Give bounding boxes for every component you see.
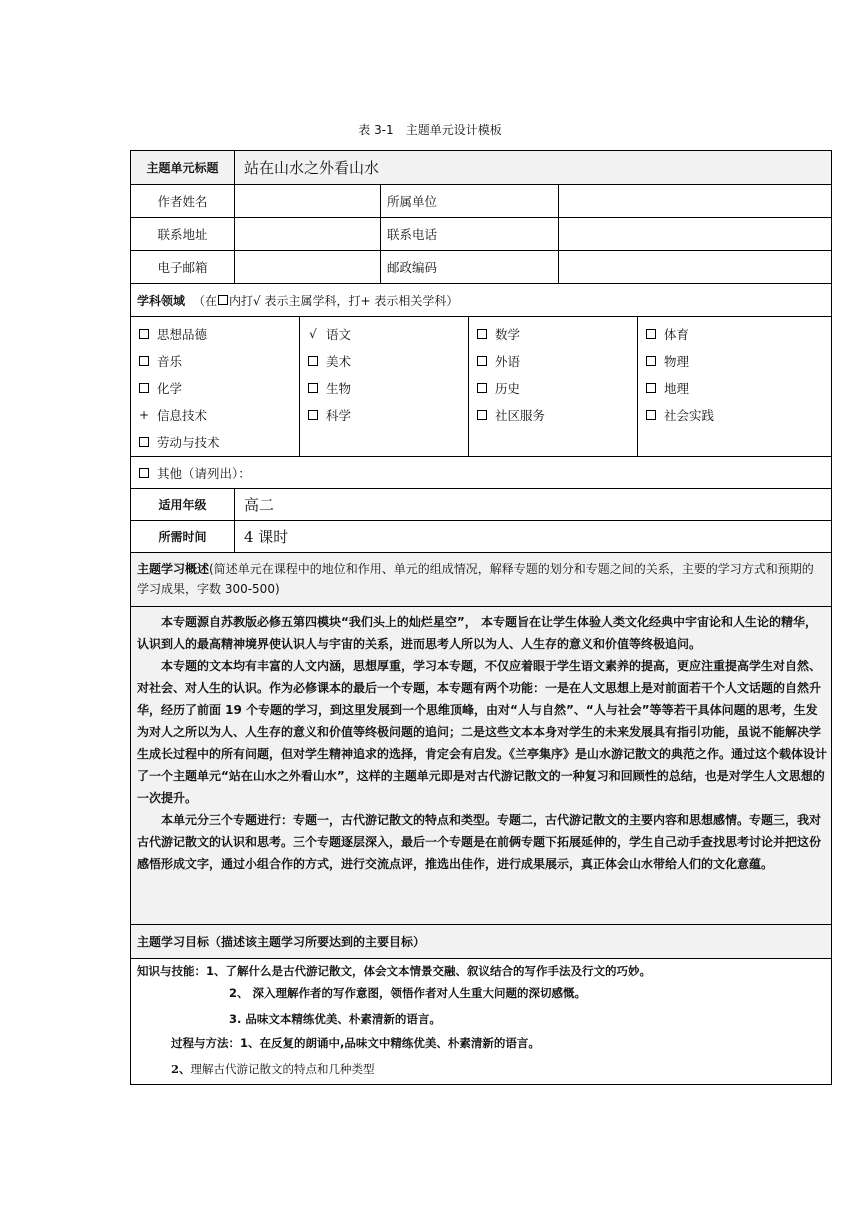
subject-item-label: 地理 [664,381,690,396]
subject-item[interactable] [308,406,351,424]
subject-item-label: 体育 [664,327,690,342]
objective-knowledge-2: 2、 深入理解作者的写作意图，领悟作者对人生重大问题的深切感慨。 [229,986,587,1000]
grade-value[interactable]: 高二 [244,496,275,514]
plus-icon[interactable]: + [139,408,150,422]
subject-item-label: 社区服务 [495,408,546,423]
subject-item[interactable] [477,406,545,424]
checkmark-icon[interactable]: √ [309,327,317,341]
checkbox-icon[interactable] [139,437,149,447]
email-field[interactable] [235,251,381,283]
overview-body[interactable] [131,607,831,925]
unit-design-form [130,150,832,1085]
overview-paragraph: 本专题源自苏教版必修五第四模块“我们头上的灿烂星空”， 本专题旨在让学生体验人类文化经典中宇宙论和人生论的精华，认识到人的最高精神境界使认识人与宇宙的关系，进而思考人所以为人、人生存的意义和价值等终极追问。 [137,615,817,651]
subject-item-label: 语文 [326,327,352,342]
checkbox-icon [218,295,228,305]
subject-item[interactable] [646,325,689,343]
email-label: 电子邮箱 [131,251,235,283]
unit-title-label: 主题单元标题 [131,151,235,184]
checkbox-icon[interactable] [139,468,149,478]
address-row [131,218,831,251]
overview-paragraph: 本专题的文本均有丰富的人文内涵，思想厚重，学习本专题，不仅应着眼于学生语文素养的提高，更应注重提高学生对自然、对社会、对人生的认识。作为必修课本的最后一个专题，本专题有两个功能：一是在人文思想上是对前面若干个人文话题的自然升华，经历了前面 19 个专题的学习，到这里发展到一个思维顶峰，由对“人与自然”、“人与社会”等等若干具体问题的思考，生发为对人之所以为人、人生存的意义和价值等终极问题的追问；二是这些文本本身对学生的未来发展具有指引功能，虽说不能解决学生成长过程中的所有问题，但对学生精神追求的选择，肯定会有启发。《兰亭集序》是山水游记散文的典范之作。通过这个载体设计了一个主题单元“站在山水之外看山水”，这样的主题单元即是对古代游记散文的一种复习和回顾性的总结，也是对学生人文思想的一次提升。 [137,659,828,805]
time-value[interactable]: 4 课时 [244,528,289,546]
author-label: 作者姓名 [131,185,235,217]
subject-item-label: 思想品德 [157,327,208,342]
subject-grid [131,317,831,457]
checkbox-icon[interactable] [646,383,656,393]
checkbox-icon[interactable] [477,329,487,339]
subject-label: 学科领域 [137,293,186,308]
org-label: 所属单位 [381,185,559,217]
subject-item-label: 信息技术 [157,408,208,423]
checkbox-icon[interactable] [139,383,149,393]
checkbox-icon[interactable] [308,356,318,366]
subject-item-label: 美术 [326,354,352,369]
overview-desc: (简述单元在课程中的地位和作用、单元的组成情况，解释专题的划分和专题之间的关系，主要的学习方式和预期的学习成果，字数 300-500) [137,562,814,596]
checkbox-icon[interactable] [646,356,656,366]
subject-note-prefix: （在 [193,293,218,308]
subject-item-labor[interactable] [139,433,220,451]
subject-note-suffix: 内打√ 表示主属学科，打+ 表示相关学科） [229,293,459,308]
unit-title-value[interactable]: 站在山水之外看山水 [244,159,380,177]
subject-item[interactable] [646,352,689,370]
overview-paragraph: 本单元分三个专题进行：专题一，古代游记散文的特点和类型。专题二，古代游记散文的主要内容和思想感情。专题三，我对古代游记散文的认识和思考。三个专题逐层深入，最后一个专题是在前俩专题下拓展延伸的，学生自己动手查找思考讨论并把这份感悟形成文字，通过小组合作的方式，进行交流点评，推选出佳作，进行成果展示，真正体会山水带给人们的文化意蕴。 [137,813,822,871]
subject-item[interactable] [139,325,207,343]
subject-item[interactable] [646,379,689,397]
subject-item-label: 数学 [495,327,521,342]
phone-field[interactable] [559,218,831,250]
objective-knowledge-1: 知识与技能：1、了解什么是古代游记散文，体会文本情景交融、叙议结合的写作手法及行文的巧妙。 [137,964,651,978]
time-label: 所需时间 [131,521,235,552]
subject-item-label: 外语 [495,354,521,369]
grade-row [131,489,831,521]
objective-process-1: 过程与方法：1、在反复的朗诵中,品味文中精练优美、朴素清新的语言。 [171,1036,540,1050]
subject-other-label: 其他（请列出）： [157,465,251,481]
email-row [131,251,831,284]
phone-label: 联系电话 [381,218,559,250]
subject-other[interactable] [139,457,831,488]
subject-item[interactable] [477,325,520,343]
grid-divider [637,317,638,456]
subject-item[interactable] [477,352,520,370]
subject-item[interactable] [308,325,351,343]
author-row [131,185,831,218]
subject-item-label: 历史 [495,381,521,396]
checkbox-icon[interactable] [139,329,149,339]
subject-item[interactable] [308,352,351,370]
unit-title-row [131,151,831,185]
checkbox-icon[interactable] [646,410,656,420]
address-field[interactable] [235,218,381,250]
postcode-field[interactable] [559,251,831,283]
org-field[interactable] [559,185,831,217]
overview-label: 主题学习概述 [137,562,210,576]
objective-process-2-num: 2、 [171,1062,191,1076]
table-caption: 表 3-1 主题单元设计模板 [358,123,502,137]
subject-item[interactable] [308,379,351,397]
checkbox-icon[interactable] [477,356,487,366]
checkbox-icon[interactable] [308,410,318,420]
subject-item-label: 生物 [326,381,352,396]
overview-header [137,559,825,599]
subject-other-row [131,457,831,489]
time-row [131,521,831,553]
grade-label: 适用年级 [131,489,235,520]
subject-item-label: 科学 [326,408,352,423]
subject-item[interactable] [139,406,207,424]
checkbox-icon[interactable] [646,329,656,339]
subject-item[interactable] [477,379,520,397]
subject-header-row [131,284,831,317]
objectives-header-row [131,925,831,959]
checkbox-icon[interactable] [308,383,318,393]
author-field[interactable] [235,185,381,217]
subject-item-label: 音乐 [157,354,183,369]
objectives-header: 主题学习目标（描述该主题学习所要达到的主要目标） [137,934,426,949]
subject-item[interactable] [139,379,182,397]
subject-item-label: 化学 [157,381,183,396]
checkbox-icon[interactable] [477,383,487,393]
overview-header-row [131,553,831,607]
objective-process-2 [171,1061,375,1077]
subject-item[interactable] [646,406,714,424]
subject-header [137,284,831,316]
subject-item-label: 物理 [664,354,690,369]
checkbox-icon[interactable] [477,410,487,420]
subject-item-label: 劳动与技术 [157,435,220,450]
objective-process-2-text: 理解古代游记散文的特点和几种类型 [190,1062,375,1076]
checkbox-icon[interactable] [139,356,149,366]
grid-divider [299,317,300,456]
subject-item-label: 社会实践 [664,408,715,423]
objective-knowledge-3: 3. 品味文本精练优美、朴素清新的语言。 [229,1012,441,1026]
objectives-body[interactable] [131,959,831,1084]
subject-item[interactable] [139,352,182,370]
postcode-label: 邮政编码 [381,251,559,283]
grid-divider [468,317,469,456]
address-label: 联系地址 [131,218,235,250]
